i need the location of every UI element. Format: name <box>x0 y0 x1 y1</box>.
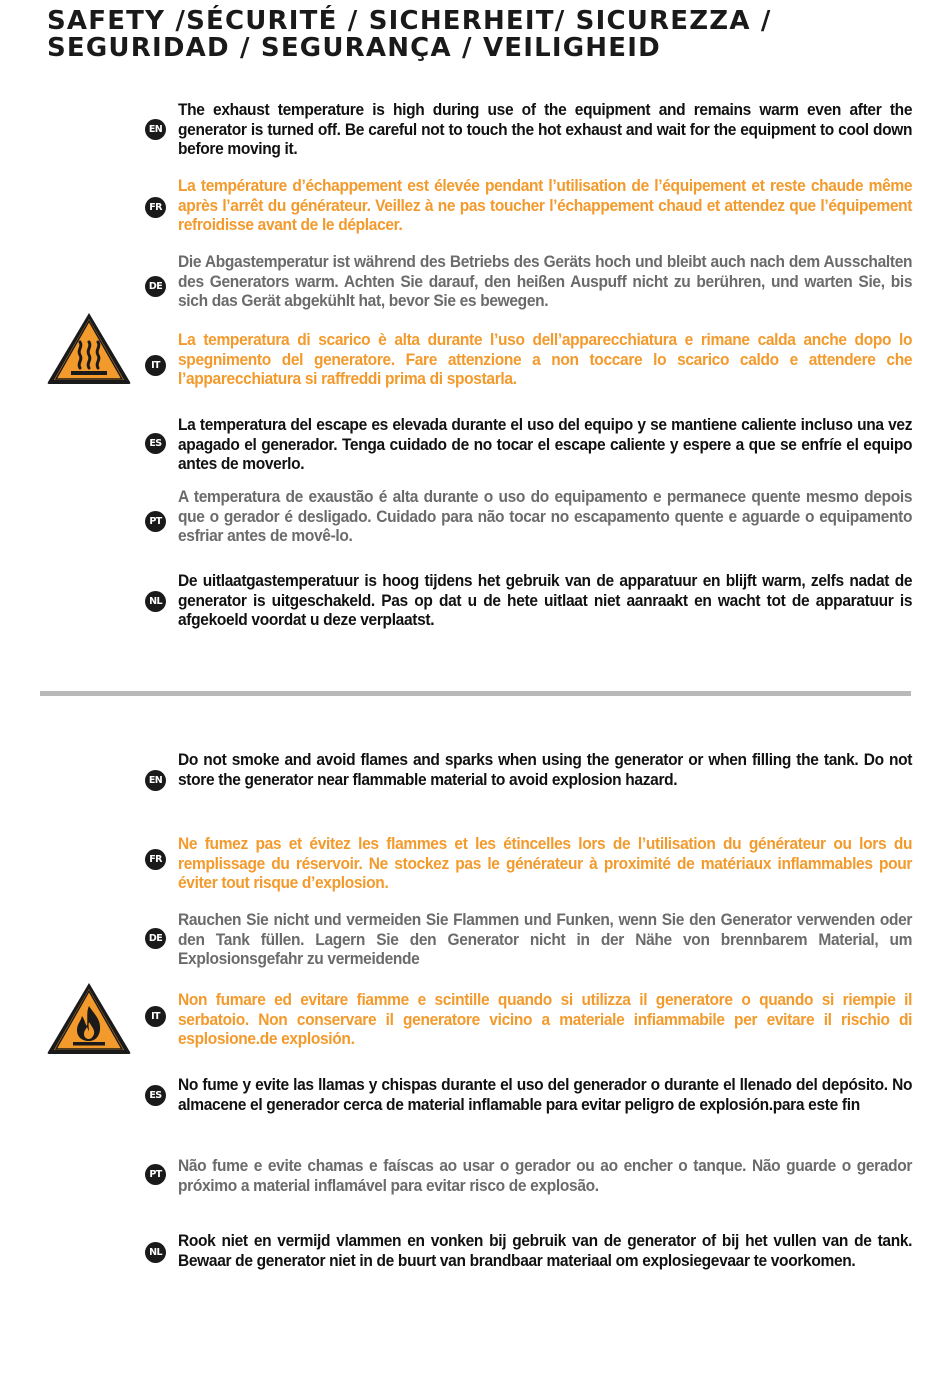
fire-text-de: Rauchen Sie nicht und vermeiden Sie Flammen und Funken, wenn Sie den Generator verwenden oder den Tank füllen. Lagern Sie den Generator nicht in der Nähe von brennbarem Material, um Explosionsgefahr zu vermeidende <box>178 911 913 968</box>
fire-text-nl: Rook niet en vermijd vlammen en vonken bij gebruik van de generator of bij het vullen van de tank. Bewaar de generator niet in de buurt van brandbaar materiaal om explosiegevaar te voorkomen. <box>178 1232 913 1270</box>
section-divider <box>40 691 911 696</box>
lang-badge-en: EN <box>145 119 166 140</box>
lang-badge-es: ES <box>145 433 166 454</box>
lang-badge-de: DE <box>145 276 166 297</box>
flammable-warning-icon <box>45 980 133 1056</box>
lang-badge-nl: NL <box>145 1242 166 1263</box>
page-title <box>47 8 927 62</box>
hot-text-pt: A temperatura de exaustão é alta durante o uso do equipamento e permanece quente mesmo depois que o gerador é desligado. Cuidado para não tocar no escapamento quente e aguarde o equipamento esfriar antes de movê-lo. <box>178 488 913 545</box>
lang-badge-es: ES <box>145 1085 166 1106</box>
hot-surface-warning-icon <box>45 310 133 386</box>
hot-text-es: La temperatura del escape es elevada durante el uso del equipo y se mantiene caliente incluso una vez apagado el generador. Tenga cuidado de no tocar el escape caliente y espere a que se enfríe el equipo antes de moverlo. <box>178 416 913 473</box>
lang-badge-en: EN <box>145 770 166 791</box>
page-title-line-2: SEGURIDAD / SEGURANÇA / VEILIGHEID <box>47 33 661 63</box>
hot-text-en: The exhaust temperature is high during use of the equipment and remains warm even after the generator is turned off. Be careful not to touch the hot exhaust and wait for the equipment to cool down before moving it. <box>178 101 913 158</box>
fire-text-es: No fume y evite las llamas y chispas durante el uso del generador o durante el llenado del depósito. No almacene el generador cerca de material inflamable para evitar peligro de explosión.para este fin <box>178 1076 913 1114</box>
page-title-line-1: SAFETY /SÉCURITÉ / SICHERHEIT/ SICUREZZA / <box>47 6 772 36</box>
lang-badge-fr: FR <box>145 849 166 870</box>
lang-badge-fr: FR <box>145 197 166 218</box>
lang-badge-nl: NL <box>145 591 166 612</box>
fire-text-it: Non fumare ed evitare fiamme e scintille quando si utilizza il generatore o quando si riempie il serbatoio. Non conservare il generatore vicino a materiale infiammabile per evitare il rischio di esplosione.de explosión. <box>178 991 913 1048</box>
fire-text-fr: Ne fumez pas et évitez les flammes et les étincelles lors de l’utilisation du générateur ou lors du remplissage du réservoir. Ne stockez pas le générateur à proximité de matériaux inflammables pour éviter tout risque d’explosion. <box>178 835 913 892</box>
fire-text-en: Do not smoke and avoid flames and sparks when using the generator or when filling the tank. Do not store the generator near flammable material to avoid explosion hazard. <box>178 751 913 789</box>
hot-text-fr: La température d’échappement est élevée pendant l’utilisation de l’équipement et reste chaude même après l’arrêt du générateur. Veillez à ne pas toucher l’échappement chaud et attendez que l’équipement refroidisse avant de le déplacer. <box>178 177 913 234</box>
lang-badge-it: IT <box>145 355 166 376</box>
lang-badge-pt: PT <box>145 511 166 532</box>
fire-text-pt: Não fume e evite chamas e faíscas ao usar o gerador ou ao encher o tanque. Não guarde o gerador próximo a material inflamável para evitar risco de explosão. <box>178 1157 913 1195</box>
hot-text-de: Die Abgastemperatur ist während des Betriebs des Geräts hoch und bleibt auch nach dem Ausschalten des Generators warm. Achten Sie darauf, den heißen Auspuff nicht zu berühren, und warten Sie, bis sich das Gerät abgekühlt hat, bevor Sie es bewegen. <box>178 253 913 310</box>
lang-badge-it: IT <box>145 1006 166 1027</box>
lang-badge-pt: PT <box>145 1164 166 1185</box>
hot-text-nl: De uitlaatgastemperatuur is hoog tijdens het gebruik van de apparatuur en blijft warm, zelfs nadat de generator is uitgeschakeld. Pas op dat u de hete uitlaat niet aanraakt en wacht tot de apparatuur is afgekoeld voordat u deze verplaatst. <box>178 572 913 629</box>
lang-badge-de: DE <box>145 928 166 949</box>
hot-text-it: La temperatura di scarico è alta durante l’uso dell’apparecchiatura e rimane calda anche dopo lo spegnimento del generatore. Fare attenzione a non toccare lo scarico caldo e attendere che l’apparecchiatura si raffreddi prima di spostarla. <box>178 331 913 388</box>
